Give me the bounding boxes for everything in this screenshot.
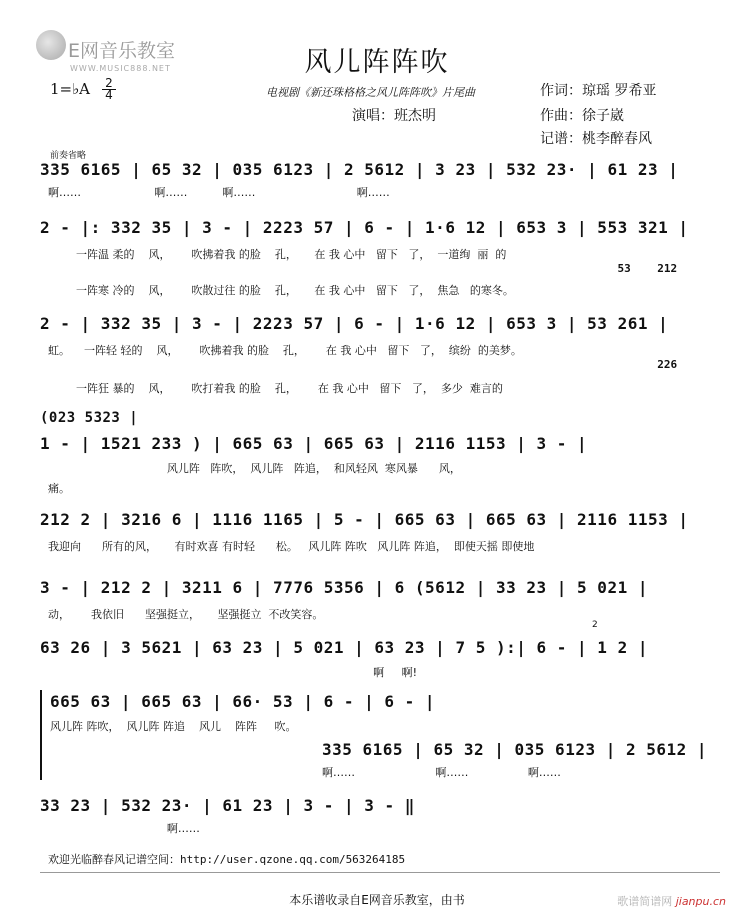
lyrics-line: 一阵温 柔的 风， 吹拂着我 的脸 孔， 在 我 心中 留下 了， 一道绚 丽 的 — [48, 248, 507, 261]
notation-line: 63 26 | 3 5621 | 63 23 | 5 021 | 63 23 | 7 5 ):| 6 - | 1 2 | — [40, 638, 648, 657]
notation-line: 212 2 | 3216 6 | 1116 1165 | 5 - | 665 63 | 665 63 | 2116 1153 | — [40, 510, 689, 529]
key-signature: 1=♭A — [50, 80, 91, 98]
lyrics-line: 啊…… — [48, 822, 200, 835]
singer-credit: 演唱：班杰明 — [352, 108, 436, 124]
lower-part-notes: 335 6165 | 65 32 | 035 6123 | 2 5612 | — [322, 740, 708, 759]
lyrics-line: 风儿阵 阵吹， 风儿阵 阵追， 和风轻风 寒风暴 风， — [48, 462, 461, 475]
lyrics-line: 动， 我依旧 坚强挺立， 坚强挺立 不改笑容。 — [48, 608, 324, 621]
corner-watermark — [617, 893, 726, 909]
system-4 — [40, 410, 700, 494]
source-note: 本乐谱收录自E网音乐教室，由书 — [289, 893, 465, 907]
system-8 — [40, 690, 708, 780]
footer-divider — [40, 872, 720, 873]
time-signature — [102, 78, 116, 101]
lower-part-lyrics: 啊…… 啊…… 啊…… — [322, 766, 561, 779]
lyrics-line: 我迎向 所有的风， 有时欢喜 有时轻 松。 风儿阵 阵吹 风儿阵 阵追， 即使天摇 即使地 — [48, 540, 535, 553]
composer-credit: 作曲：徐子崴 — [540, 108, 624, 124]
notation-line: 335 6165 | 65 32 | 035 6123 | 2 5612 | 3 23 | 532 23· | 61 23 | — [40, 160, 679, 179]
system-2 — [40, 216, 700, 296]
transcriber-credit: 记谱：桃李醉春风 — [540, 131, 652, 147]
intro-phrase: (023 5323 | — [40, 410, 139, 426]
lyrics-line: 风儿阵 阵吹， 风儿阵 阵追 风儿 阵阵 吹。 — [50, 720, 297, 733]
lyrics-line: 啊 啊! — [48, 666, 418, 679]
notation-line: 2 - | 332 35 | 3 - | 2223 57 | 6 - | 1·6 12 | 653 3 | 53 261 | — [40, 314, 669, 333]
system-9 — [40, 794, 700, 838]
system-6 — [40, 576, 700, 626]
logo-url: WWW.MUSIC888.NET — [70, 64, 171, 73]
lyrics-line: 啊…… 啊…… 啊…… 啊…… — [48, 186, 390, 199]
logo-name: E网音乐教室 — [68, 40, 176, 62]
volta-number: 2 — [592, 620, 598, 630]
lyrics-line-2: 一阵狂 暴的 风， 吹打着我 的脸 孔， 在 我 心中 留下 了， 多少 难言的 — [48, 382, 503, 395]
lyrics-line: 虹。 一阵轻 轻的 风， 吹拂着我 的脸 孔， 在 我 心中 留下 了， 缤纷 的美梦。 — [48, 344, 522, 357]
notation-line: 1 - | 1521 233 ) | 665 63 | 665 63 | 2116 1153 | 3 - | — [40, 434, 588, 453]
song-title: 风儿阵阵吹 — [304, 47, 450, 78]
corner-watermark-text: 歌谱简谱网 — [617, 895, 673, 908]
system-7 — [40, 620, 700, 679]
system-5 — [40, 508, 700, 558]
subtitle: 电视剧《新还珠格格之风儿阵阵吹》片尾曲 — [266, 86, 475, 99]
notation-line: 665 63 | 665 63 | 66· 53 | 6 - | 6 - | — [50, 692, 436, 711]
lyrics-line-2: 痛。 — [48, 482, 70, 495]
lyrics-line-2: 一阵寒 冷的 风， 吹散过往 的脸 孔， 在 我 心中 留下 了， 焦急 的寒冬。 — [48, 284, 514, 297]
meter-top: 2 — [105, 76, 113, 90]
notation-line: 2 - |: 332 35 | 3 - | 2223 57 | 6 - | 1·6 12 | 653 3 | 553 321 | — [40, 218, 689, 237]
meter-bottom: 4 — [102, 89, 116, 101]
notation-line: 33 23 | 532 23· | 61 23 | 3 - | 3 - ‖ — [40, 796, 415, 815]
transcriber-space-link[interactable]: 欢迎光临醉春风记谱空间：http://user.qzone.qq.com/563264185 — [48, 853, 406, 866]
alt-notes-line: 226 — [48, 358, 678, 371]
alt-notes-line: 53 212 — [48, 262, 678, 275]
system-1 — [40, 158, 700, 198]
notation-line: 3 - | 212 2 | 3211 6 | 7776 5356 | 6 (5612 | 33 23 | 5 021 | — [40, 578, 648, 597]
system-3 — [40, 312, 700, 396]
lyricist-credit: 作词：琼瑶 罗希亚 — [540, 83, 657, 99]
corner-watermark-url: jianpu.cn — [675, 895, 726, 908]
intro-note: 前奏省略 — [50, 151, 87, 161]
